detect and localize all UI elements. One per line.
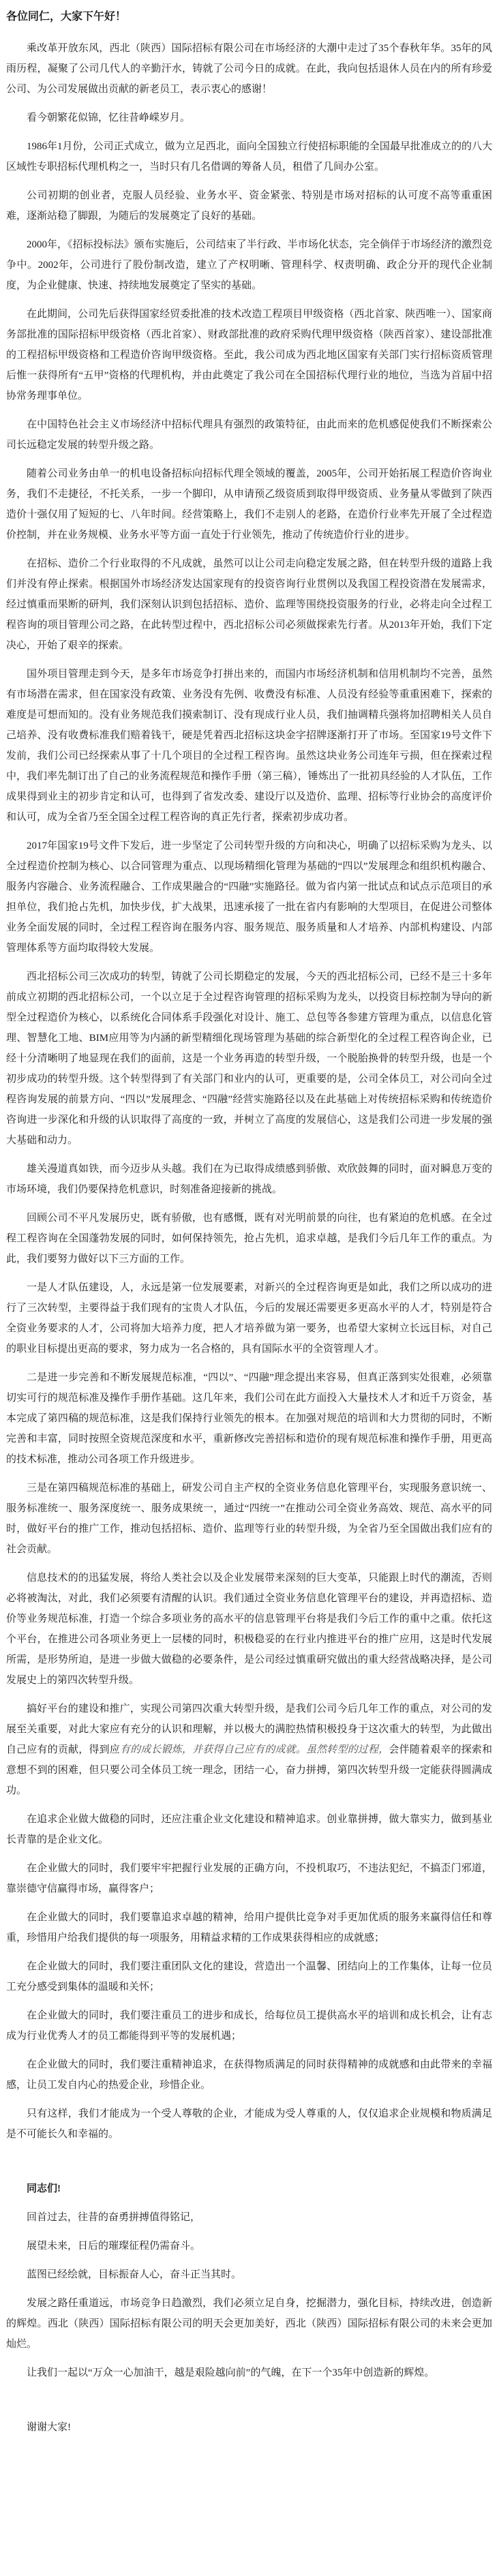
paragraph: 西北招标公司三次成功的转型，铸就了公司长期稳定的发展，今天的西北招标公司，已经不是三十多年前成立初期的西北招标公司，一个以立足于全过程咨询管理的招标采购为龙头，以投资目标控制为导向的新型全过程造价为核心，以系统化合同体系手段强化对设计、施工、总包等各参建方管理为重点，以信息化管理、智慧化工地、BIM应用等为内涵的新型精细化现场管理为基础的综合新型化的全过程工程咨询企业，已经十分清晰明了地显现在我们的面前，这是一个业务再造的转型升级，一个脱胎换骨的转型升级，也是一个初步成功的转型升级。这个转型得到了有关部门和业内的认可，更重要的是，公司全体员工，对公司向全过程咨询发展的前景方向、“四以”发展理念、“四融”经营实施路径以及在此基础上对传统招标采购和传统造价咨询进一步深化和升级的认识取得了高度的一致，并树立了高度的发展信心，这是我们公司进一步发展的强大基础和动力。 (6, 971, 492, 1146)
paragraph: 在企业做大的同时，我们要注重员工的进步和成长，给每位员工提供高水平的培训和成长机会，让有志成为行业优秀人才的员工都能得到平等的发展机遇； (6, 2010, 492, 2042)
paragraph: 在企业做大的同时，我们要注重精神追求，在获得物质满足的同时获得精神的成就感和由此带来的幸福感，让员工发自内心的热爱企业，珍惜企业。 (6, 2059, 492, 2091)
paragraph: 在企业做大的同时，我们要牢牢把握行业发展的正确方向，不投机取巧，不违法犯纪，不搞歪门邪道，靠崇德守信赢得市场，赢得客户； (6, 1863, 492, 1894)
paragraph: 乘改革开放东风，西北（陕西）国际招标有限公司在市场经济的大潮中走过了35个春秋年华。35年的风雨历程，凝聚了公司几代人的辛勤汗水，铸就了公司今日的成就。在此，我向包括退休人员在内的所有珍爱公司、为公司发展做出贡献的新老员工，表示衷心的感谢！ (6, 43, 492, 95)
paragraph: 信息技术的的迅猛发展，将给人类社会以及企业发展带来深刻的巨大变革，只能跟上时代的潮流，否则必将被淘汰，对此，我们必须要有清醒的认识。我们通过全资业务信息化管理平台的建设，并再造招标、造价等业务规范标准，打造一个综合多项业务的高水平的信息管理平台将是我们今后工作的重中之重。依托这个平台，在推进公司各项业务更上一层楼的同时，积极稳妥的在行业内推进平台的推广应用，这是时代发展所需，是形势所迫，是进一步做大做稳的必要条件，是公司经过慎重研究做出的重大经营战略决择，是公司发展史上的第四次转型升级。 (6, 1573, 492, 1686)
paragraph: 在招标、造价二个行业取得的不凡成就，虽然可以让公司走向稳定发展之路，但在转型升级的道路上我们并没有停止探索。根据国外市场经济发达国家现有的投资咨询行业贯例以及我国工程投资潜在发展需求，经过慎重而果断的研判，我们深刻认识到包括招标、造价、监理等围绕投资服务的行业，必将走向全过程工程咨询的项目管理公司之路，在此转型过程中，西北招标公司必须做探索先行者。从2013年开始，我们下定决心，开始了艰辛的探索。 (6, 558, 492, 651)
text-run: 会伴随着艰辛的探索和意想不到的困难，但只要公司全体员工统一理念，团结一心，奋力拼搏，第四次转型升级一定能获得圆满成功。 (6, 1744, 492, 1796)
section-heading: 同志们! (27, 2183, 61, 2194)
paragraph: 看今朝繁花似锦，忆往昔峥嵘岁月。 (27, 112, 191, 123)
paragraph: 回顾公司不平凡发展历史，既有骄傲，也有感慨，既有对光明前景的向往，也有紧迫的危机感。在全过程工程咨询在全国蓬勃发展的同时，如何保持领先，抢占先机，追求卓越，是我们今后几年工作的重点。为此，我们要努力做好以下三方面的工作。 (6, 1213, 492, 1264)
paragraph: 只有这样，我们才能成为一个受人尊敬的企业，才能成为受人尊重的人，仅仅追求企业规模和物质满足是不可能长久和幸福的。 (6, 2108, 492, 2140)
paragraph: 雄关漫道真如铁，而今迈步从头越。我们在为已取得成绩感到骄傲、欢欣鼓舞的同时，面对瞬息万变的市场环境，我们仍要保持危机意识，时刻准备迎接新的挑战。 (6, 1164, 492, 1195)
paragraph: 回首过去，往昔的奋勇拼搏值得铭记， (27, 2212, 201, 2223)
paragraph: 国外项目管理走到今天，是多年市场竞争打拼出来的，而国内市场经济机制和信用机制均不完善，虽然有市场潜在需求，但在国家没有政策、业务没有先例、收费没有标准、人员没有经验等重重困难下，探索的难度是可想而知的。没有业务规范我们摸索制订、没有现成行业人员，我们抽调精兵强将加招聘相关人员自己培养、没有收费标准我们赔着钱干，硬是凭着西北招标这块金字招牌逐渐打开了市场。至国家19号文件下发前，我们公司已经探索从事了十几个项目的全过程工程咨询。虽然这块业务公司连年亏损，但在探索过程中，我们率先制订出了自己的业务流程规范和操作手册（第三稿），锤炼出了一批初具经验的人才队伍，工作成果得到业主的初步肯定和认可，也得到了省发改委、建设厅以及造价、监理、招标等行业协会的高度评价和认可，成为全省乃至全国全过程工程咨询的真正先行者，探索初步成功者。 (6, 669, 492, 823)
italic-text-run: 有的成长锻炼，并获得自己应有的成就。虽然转型的过程， (119, 1744, 389, 1755)
paragraph: 让我们一起以“万众一心加油干，越是艰险越向前”的气魄，在下一个35年中创造新的辉煌。 (27, 2367, 435, 2378)
document-body (6, 38, 492, 2438)
paragraph: 2000年，《招标投标法》颁布实施后，公司结束了半行政、半市场化状态，完全倘佯于市场经济的激烈竞争中。2002年，公司进行了股份制改造，建立了产权明晰、管理科学、权责明确、政企分开的现代企业制度，为企业健康、快速、持续地发展奠定了坚实的基础。 (6, 239, 492, 291)
paragraph: 展望未来，日后的璀璨征程仍需奋斗。 (27, 2241, 201, 2252)
text-run: 搞好平台的建设和推广，实现公司第四次重大转型升级，是我们公司今后几年工作的重点，对公司的发展至关重要，对此大家应有充分的认识和理解，并以极大的满腔热情积极投身于这次重大的转型，为此做出自己应有的贡献，得到应 (6, 1703, 492, 1755)
paragraph: 1986年1月份，公司正式成立，做为立足西北，面向全国独立行使招标职能的全国最早批准成立的的八大区域性专职招标代理机构之一，当时只有几名借调的筹备人员，租借了几间办公室。 (6, 141, 492, 172)
paragraph: 谢谢大家! (27, 2422, 71, 2433)
paragraph: 随着公司业务由单一的机电设备招标向招标代理全领域的覆盖，2005年，公司开始拓展工程造价咨询业务，我们不走捷径，不托关系，一步一个脚印，从申请预乙级资质到取得甲级资质、业务量从零做到了陕西造价十强仅用了短短的七、八年时间。经营策略上，我们不走别人的老路，在造价行业率先开展了全过程造价控制，并在业务规模、业务水平等方面一直处于行业领先，推动了传统造价行业的进步。 (6, 468, 492, 541)
paragraph: 在此期间，公司先后获得国家经贸委批准的技术改造工程项目甲级资格（西北首家、陕西唯一）、国家商务部批准的国际招标甲级资格（西北首家）、财政部批准的政府采购代理甲级资格（陕西首家）、建设部批准的工程招标甲级资格和工程造价咨询甲级资格。至此，我公司成为西北地区国家有关部门实行招标资质管理后惟一获得所有“五甲”资格的代理机构，并由此奠定了我公司在全国招标代理行业的地位，当选为首届中招协常务理事单位。 (6, 309, 492, 401)
paragraph: 2017年国家19号文件下发后，进一步坚定了公司转型升级的方向和决心，明确了以招标采购为龙头、以全过程造价控制为核心、以合同管理为重点、以现场精细化管理为基础的“四以”发展理念和组织机构融合、服务内容融合、业务流程融合、工作成果融合的“四融”实施路径。做为省内第一批试点和试点示范项目的承担单位，我们抢占先机，加快步伐，扩大战果，迅速承接了一批在省内有影响的大型项目，在促进公司整体业务全面发展的同时，全过程工程咨询在服务内容、服务规范、服务质量和人才培养、内部机构建设、内部管理体系等方面均取得较大发展。 (6, 840, 492, 954)
page-title: 各位同仁，大家下午好！ (6, 11, 127, 22)
paragraph: 在追求企业做大做稳的同时，还应注重企业文化建设和精神追求。创业靠拼搏，做大靠实力，做到基业长青靠的是企业文化。 (6, 1814, 492, 1845)
paragraph: 一是人才队伍建设，人，永远是第一位发展要素，对新兴的全过程咨询更是如此，我们之所以成功的进行了三次转型，主要得益于我们现有的宝贵人才队伍，今后的发展还需要更多更高水平的人才，特别是符合全资业务要求的人才，公司将加大培养力度，把人才培养做为第一要务，也希望大家树立长远目标，对自己的职业目标提出更高的要求，努力成为一名合格的，具有国际水平的全资管理人才。 (6, 1282, 492, 1354)
paragraph: 发展之路任重道远，市场竞争日趋激烈，我们必须立足自身，挖掘潜力，强化目标，持续改进，创造新的辉煌。西北（陕西）国际招标有限公司的明天会更加美好，西北（陕西）国际招标有限公司的未来会更加灿烂。 (6, 2298, 492, 2350)
paragraph: 二是进一步完善和不断发展规范标准，“四以”、“四融”理念提出来容易，但真正落到实处很难，必须靠切实可行的规范标准及操作手册作基础。这几年来，我们公司在此方面投入大量技术人才和近千万资金，基本完成了第四稿的规范标准，这是我们保持行业领先的根本。在加强对规范的培训和大力贯彻的同时，不断完善和丰富，同时按照全资规范深度和水平，重新修改完善招标和造价的现有规范标准和操作手册，用更高的技术标准，推动公司各项工作升级进步。 (6, 1372, 492, 1465)
paragraph: 公司初期的创业者，克服人员经验、业务水平、资金紧张、特别是市场对招标的认可度不高等重重困难，逐渐站稳了脚跟，为随后的发展奠定了良好的基础。 (6, 190, 492, 222)
paragraph: 三是在第四稿规范标准的基础上，研发公司自主产权的全资业务信息化管理平台，实现服务意识统一、服务标准统一、服务深度统一、服务成果统一，通过“四统一”在推动公司全资业务高效、规范、高水平的同时，做好平台的推广工作，推动包括招标、造价、监理等行业的转型升级，为全省乃至全国做出我们应有的社会贡献。 (6, 1483, 492, 1555)
paragraph: 蓝图已经绘就，目标振奋人心，奋斗正当其时。 (27, 2269, 242, 2280)
paragraph: 在企业做大的同时，我们要靠追求卓越的精神，给用户提供比竞争对手更加优质的服务来赢得信任和尊重，珍惜用户给我们提供的每一项服务，用精益求精的工作成果获得相应的成就感； (6, 1912, 492, 1943)
paragraph (6, 1699, 492, 1801)
paragraph: 在中国特色社会主义市场经济中招标代理具有强烈的政策特征，由此而来的危机感促使我们不断探索公司长远稳定发展的转型升级之路。 (6, 419, 492, 451)
paragraph: 在企业做大的同时，我们要注重团队文化的建设，营造出一个温馨、团结向上的工作集体，让每一位员工充分感受到集体的温暖和关怀； (6, 1961, 492, 1992)
